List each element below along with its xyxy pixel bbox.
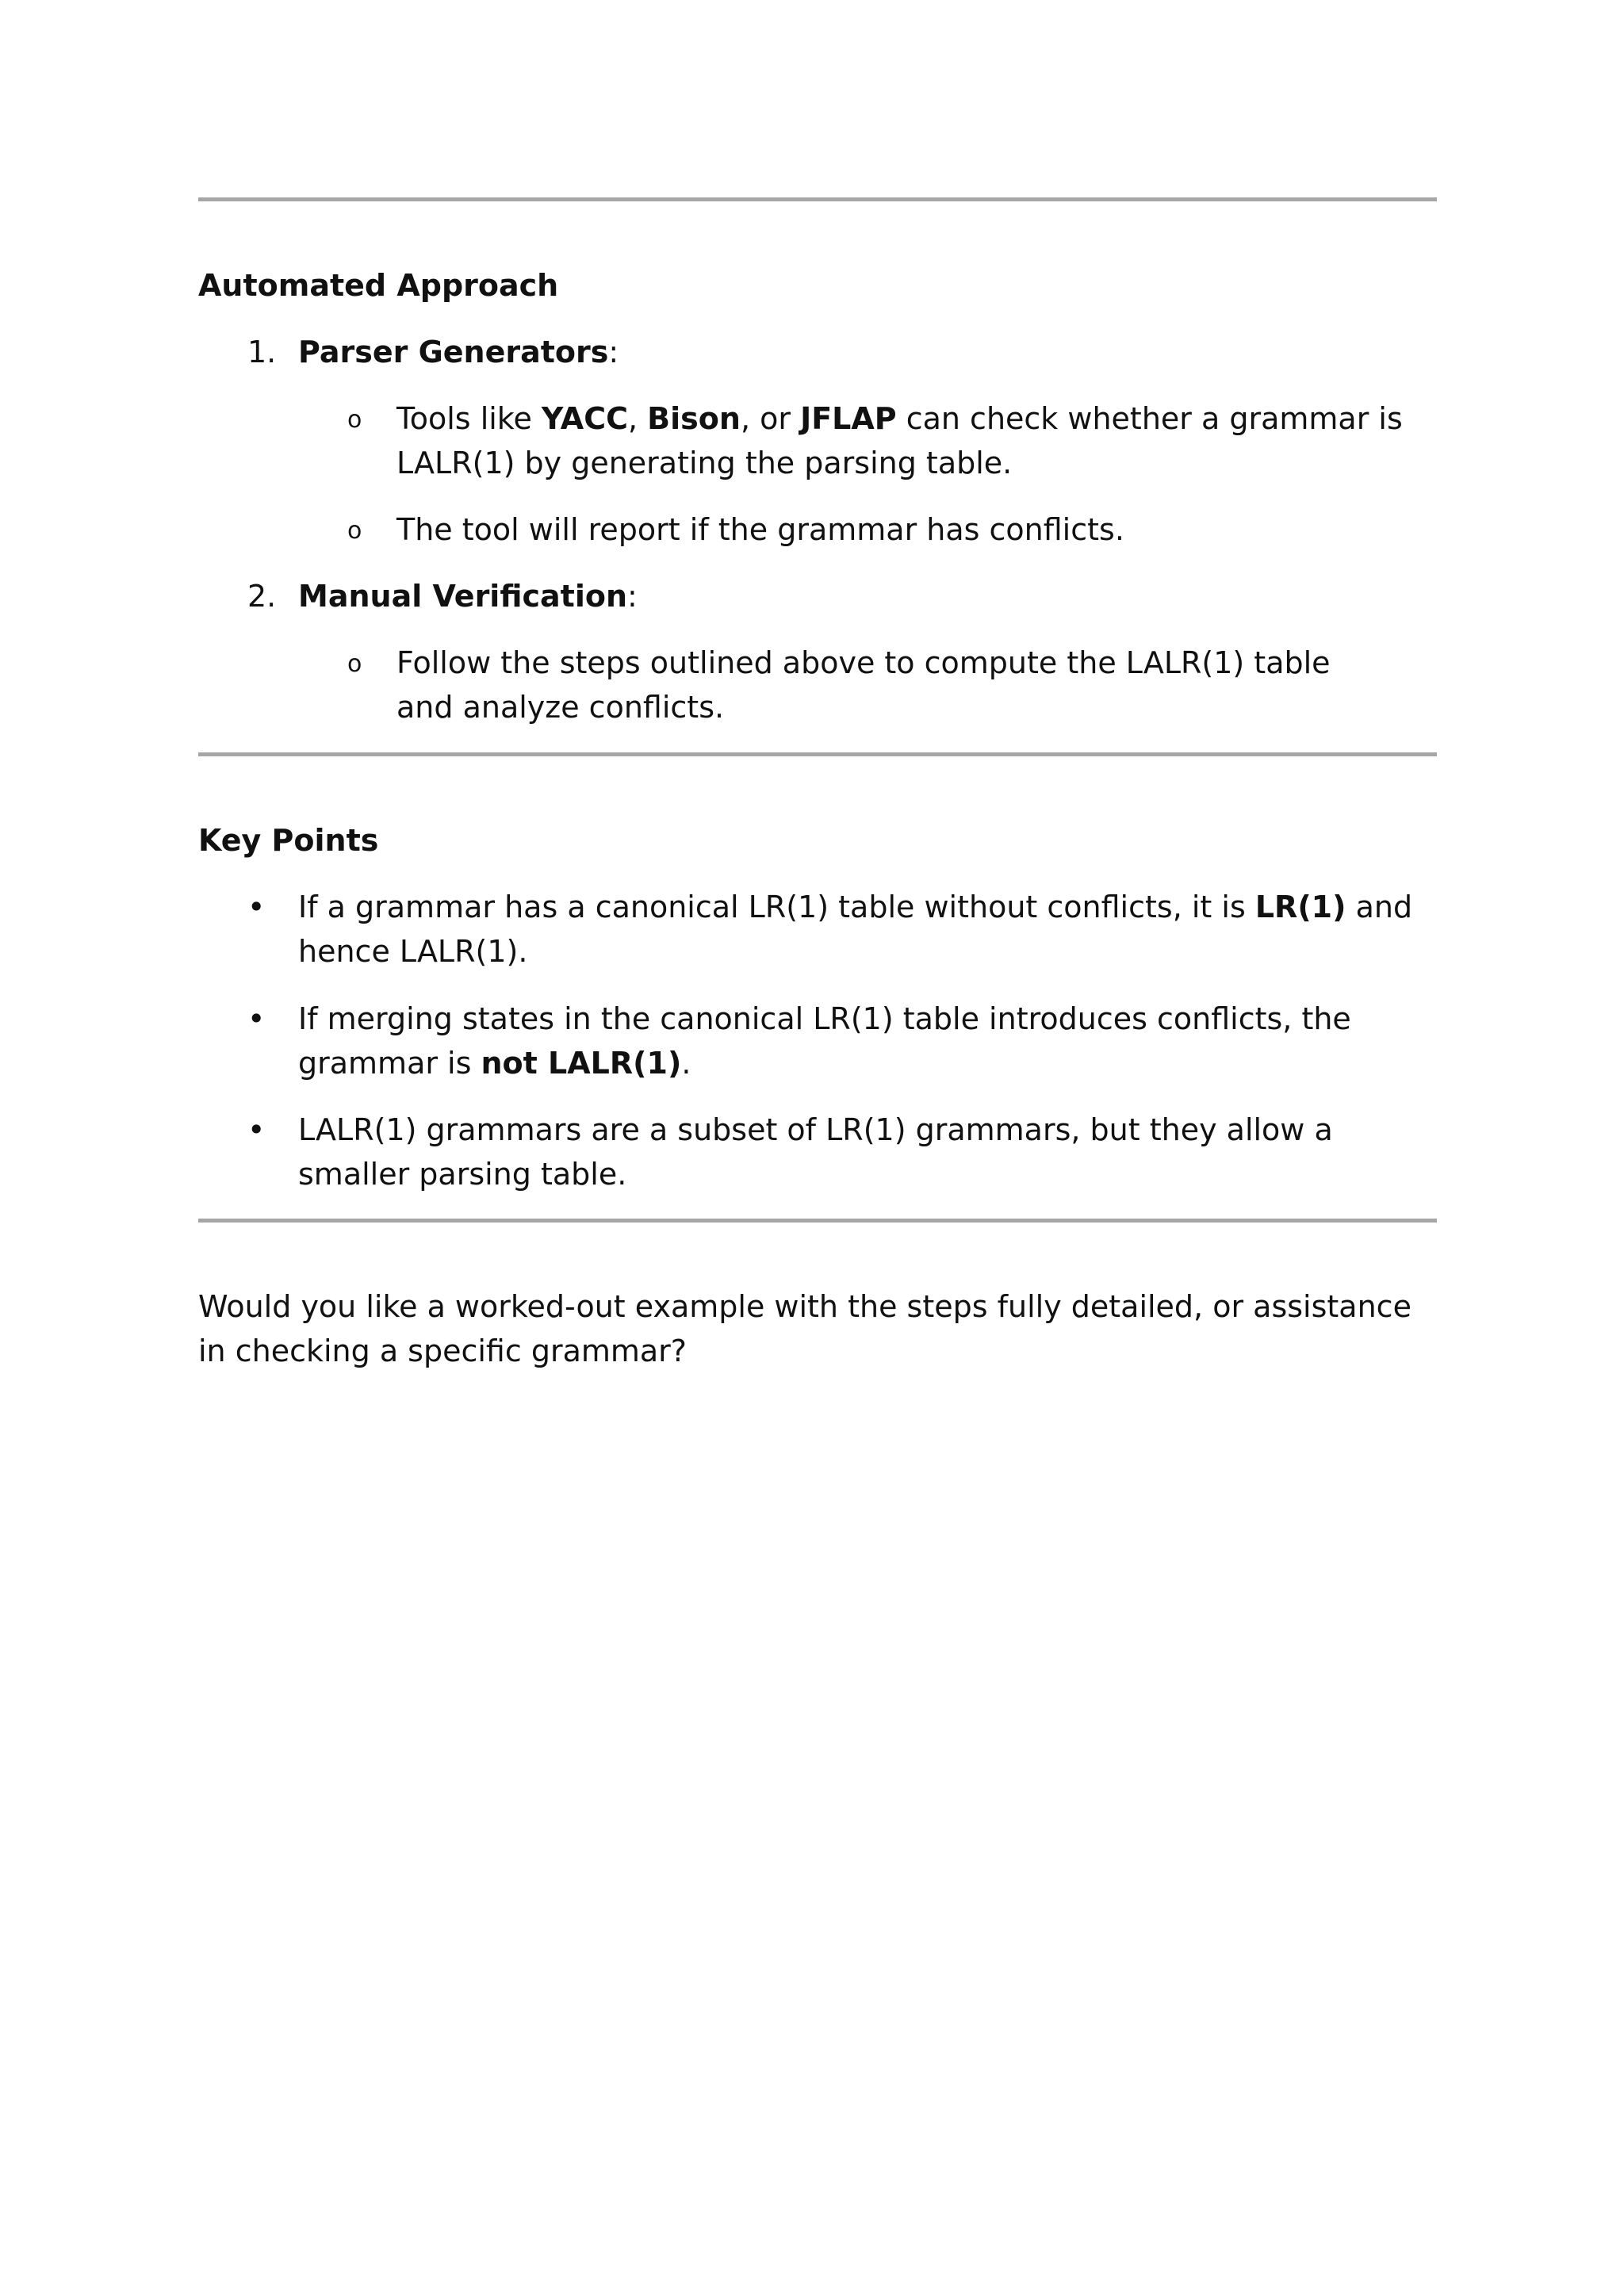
tool-name-yacc: YACC bbox=[541, 401, 628, 436]
bullet-text: LALR(1) grammars are a subset of LR(1) grammars, but they allow a smaller parsing table. bbox=[298, 1112, 1333, 1192]
list-item-colon: : bbox=[627, 579, 638, 614]
sub-item-text: can check whether a grammar is LALR(1) by generating the parsing table. bbox=[396, 401, 1403, 480]
section-heading-key-points: Key Points bbox=[198, 823, 379, 858]
bullet-text: If a grammar has a canonical LR(1) table without conflicts, it is bbox=[298, 890, 1255, 924]
bullet-text: If merging states in the canonical LR(1) table introduces conflicts, the grammar is bbox=[298, 1001, 1351, 1081]
hollow-circle-bullet-icon: o bbox=[347, 406, 362, 434]
bullet-text: and hence LALR(1). bbox=[298, 890, 1413, 969]
sub-item-text: , or bbox=[740, 401, 801, 436]
list-number: 1. bbox=[247, 335, 277, 369]
sub-item-text: The tool will report if the grammar has conflicts. bbox=[396, 512, 1124, 547]
list-item-title: Manual Verification bbox=[298, 579, 628, 614]
horizontal-rule bbox=[198, 752, 1437, 756]
hollow-circle-bullet-icon: o bbox=[347, 517, 362, 545]
bold-term: not LALR(1) bbox=[481, 1046, 682, 1081]
horizontal-rule bbox=[198, 1219, 1437, 1223]
horizontal-rule bbox=[198, 197, 1437, 201]
tool-name-jflap: JFLAP bbox=[800, 401, 897, 436]
closing-question: Would you like a worked-out example with the steps fully detailed, or assistance in checking a specific grammar? bbox=[198, 1289, 1411, 1368]
sub-item-text: Follow the steps outlined above to compute the LALR(1) table and analyze conflicts. bbox=[396, 645, 1331, 725]
list-item-title: Parser Generators bbox=[298, 335, 609, 369]
bullet-icon: • bbox=[247, 1112, 266, 1147]
list-item-colon: : bbox=[608, 335, 619, 369]
bullet-icon: • bbox=[247, 890, 266, 924]
sub-item-text: , bbox=[628, 401, 648, 436]
bold-term: LR(1) bbox=[1254, 890, 1346, 924]
section-heading-automated-approach: Automated Approach bbox=[198, 268, 559, 303]
sub-item-text: Tools like bbox=[396, 401, 542, 436]
hollow-circle-bullet-icon: o bbox=[347, 650, 362, 678]
bullet-icon: • bbox=[247, 1001, 266, 1036]
tool-name-bison: Bison bbox=[647, 401, 741, 436]
bullet-text: . bbox=[681, 1046, 691, 1081]
list-number: 2. bbox=[247, 579, 277, 614]
